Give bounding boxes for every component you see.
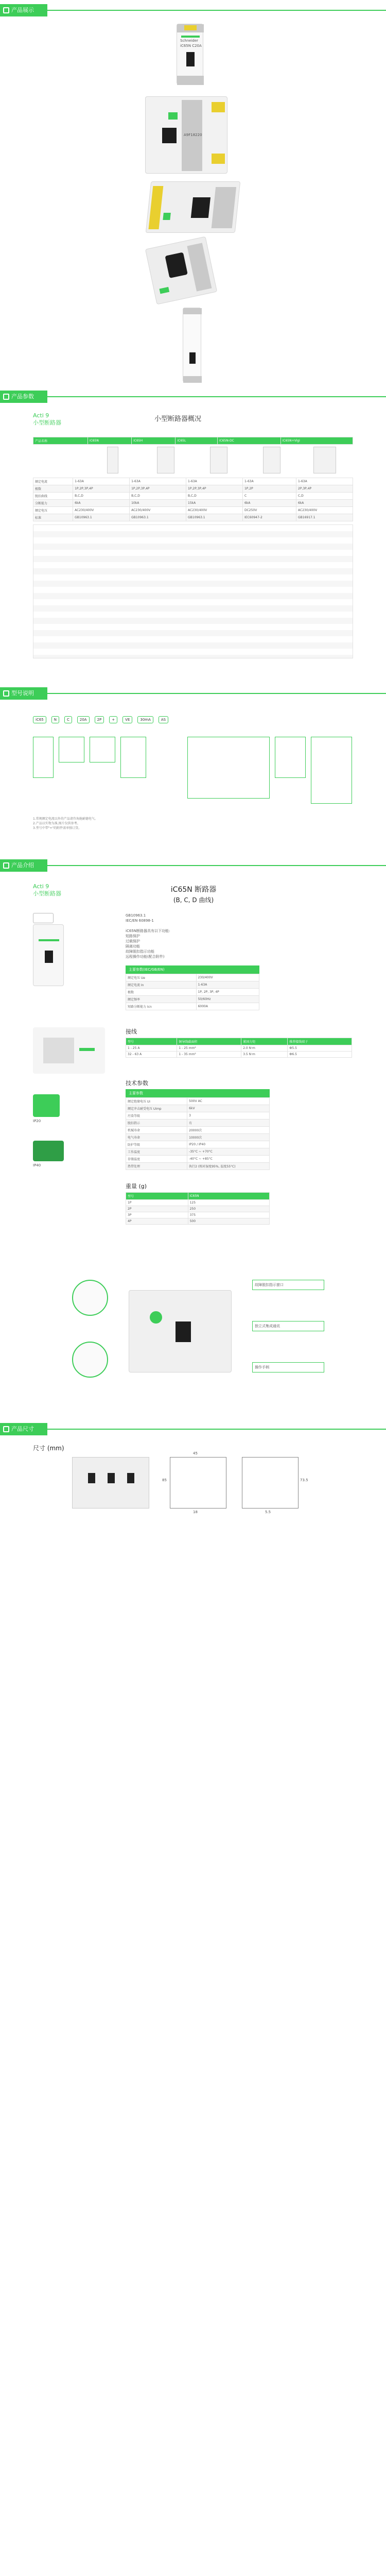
table-cell: -40°C ~ +85°C (187, 1156, 270, 1163)
table-row (126, 989, 259, 996)
note-line: 1.常规额定电流以外的产品请咨询施耐德电气。 (33, 817, 98, 821)
callout-illustration (51, 1264, 329, 1403)
code-legend-box (90, 737, 115, 762)
table-row (126, 1120, 270, 1127)
table-cell: B,C,D (186, 493, 243, 500)
table-cell: 3.5 N·m (241, 1052, 288, 1058)
tag-icon (3, 7, 9, 13)
section-header-product-display (0, 4, 386, 18)
table-cell: 1P,2P,3P,4P (130, 485, 186, 493)
series-label: 小型断路器 (33, 890, 61, 897)
code-part: 20A (77, 716, 90, 723)
product-photo-bottom (0, 238, 386, 302)
code-legend-box (187, 737, 270, 799)
table-cell: 1P, 2P, 3P, 4P (196, 989, 259, 996)
table-cell: 短路分断能力 Icn (126, 1003, 197, 1010)
table-cell: 230/400V (196, 974, 259, 981)
section-title: 产品展示 (11, 7, 34, 13)
section-divider (0, 10, 386, 11)
table-cell: 2P (126, 1206, 188, 1212)
table-cell: 2P,3P,4P (296, 485, 353, 493)
breaker-side-image (145, 96, 227, 174)
section-header-product-params (0, 391, 386, 404)
certification-icon (33, 913, 54, 923)
section-title: 产品参数 (11, 393, 34, 400)
weight-block (126, 1182, 270, 1225)
dim-label: 18 (193, 1510, 198, 1514)
table-cell: 4P (126, 1218, 188, 1225)
table-cell: 执行2 (相对湿度95%, 温度55°C) (187, 1163, 270, 1170)
table-cell: 有 (187, 1120, 270, 1127)
table-row (126, 1148, 270, 1156)
weight-table (126, 1192, 270, 1225)
main-spec-table (126, 974, 259, 1010)
table-cell: 250 (188, 1206, 269, 1212)
table-header-cell: iC65N-DC (217, 437, 280, 445)
tech-title: 技术参数 (126, 1080, 148, 1087)
table-cell: 额定频率 (126, 996, 197, 1003)
tech-block (126, 1079, 270, 1170)
table-row (126, 1098, 270, 1105)
table-cell: 额定电压 Ue (126, 974, 197, 981)
table-cell: 20000次 (187, 1127, 270, 1134)
feature-item: 远程操作功能(配合附件) (126, 955, 165, 959)
table-cell: DC250V (242, 507, 296, 514)
section-divider (0, 693, 386, 694)
table-cell: AC230/400V (130, 507, 186, 514)
dim-label: 85 (162, 1478, 167, 1482)
section-title: 型号说明 (11, 690, 34, 697)
table-header-cell: 铜导线截面积 (177, 1038, 241, 1045)
size-photo (72, 1457, 149, 1509)
table-cell: 6000A (196, 1003, 259, 1010)
code-legend-box (120, 737, 146, 778)
model-code-legend (33, 732, 352, 809)
table-cell: 标准 (33, 514, 73, 521)
section-tag (0, 4, 47, 16)
table-cell: 2.0 N·m (241, 1045, 288, 1052)
model-notes (33, 817, 98, 831)
code-part: C (64, 716, 72, 723)
spec-head: 主要参数(IEC/GB/EN) (126, 965, 259, 974)
overview-table-rows (33, 524, 353, 658)
table-cell: 1-63A (242, 478, 296, 485)
table-cell: 1 - 35 mm² (177, 1052, 241, 1058)
section-divider (0, 396, 386, 397)
code-part: N (51, 716, 59, 723)
callout-text: 故障脱扣指示窗口 (255, 1283, 284, 1287)
acti9-label: Acti 9 (33, 883, 49, 890)
wiring-title: 接线 (126, 1028, 137, 1035)
table-cell: 500V AC (187, 1098, 270, 1105)
size-drawing-side (242, 1457, 308, 1514)
table-cell: 50/60Hz (196, 996, 259, 1003)
weight-title: 重量 (g) (126, 1183, 147, 1190)
table-cell: 1P,2P,3P,4P (186, 485, 243, 493)
overview-table-wrap (33, 437, 353, 658)
size-drawing-front (162, 1451, 226, 1514)
table-header-cell: 型号 (126, 1038, 177, 1045)
table-cell: 电气寿命 (126, 1134, 187, 1141)
table-row (33, 500, 353, 507)
table-cell: 污染等级 (126, 1112, 187, 1120)
feature-item: 短路保护 (126, 934, 140, 938)
table-cell: B,C,D (73, 493, 130, 500)
table-row (126, 1112, 270, 1120)
table-cell: 375 (188, 1212, 269, 1218)
section-tag (0, 859, 47, 872)
code-part: iC65 (33, 716, 46, 723)
code-part: AS (159, 716, 168, 723)
table-header-cell: 推荐接线端子 (288, 1038, 352, 1045)
dim-label: 45 (193, 1451, 198, 1455)
standard-line: IEC/EN 60898-1 (126, 919, 154, 923)
product-photo-narrow (0, 302, 386, 387)
table-cell: 极数 (33, 485, 73, 493)
section-header-product-size (0, 1423, 386, 1436)
model-code-panel (0, 701, 386, 855)
breaker-bottom-image (145, 236, 217, 305)
table-header-row (33, 437, 353, 445)
section-divider (0, 1429, 386, 1430)
table-cell: GB16917.1 (296, 514, 353, 521)
table-cell: 500 (188, 1218, 269, 1225)
table-cell: 存储温度 (126, 1156, 187, 1163)
table-cell: Ф6.5 (288, 1052, 352, 1058)
feature-item: 过载保护 (126, 939, 140, 943)
table-header-cell: 型号 (126, 1193, 188, 1200)
table-cell: 极数 (126, 989, 197, 996)
table-cell: C,D (296, 493, 353, 500)
table-row (33, 507, 353, 514)
code-legend-box (33, 737, 54, 778)
table-cell: 热带处理 (126, 1163, 187, 1170)
code-part: 2P (95, 716, 104, 723)
tech-head: 主要参数 (126, 1089, 270, 1097)
section-divider (0, 865, 386, 866)
section-title: 产品尺寸 (11, 1426, 34, 1432)
callout-box (252, 1280, 324, 1290)
callout-zoom (72, 1342, 108, 1378)
product-thumb (313, 447, 336, 473)
table-cell: IEC60947-2 (242, 514, 296, 521)
tag-icon (3, 394, 9, 400)
table-row (126, 1105, 270, 1112)
ic65n-intro (0, 873, 386, 1419)
ip20-block (33, 1094, 60, 1124)
table-cell: 6kA (73, 500, 130, 507)
table-cell: GB10963.1 (73, 514, 130, 521)
table-header-row (126, 1038, 352, 1045)
size-title: 尺寸 (mm) (33, 1445, 64, 1452)
table-cell: 6kA (296, 500, 353, 507)
table-row (126, 981, 259, 989)
features-title: iC65N断路器具有以下功能: (126, 929, 170, 933)
ic65n-title-block (152, 884, 235, 904)
table-cell: 1P,2P,3P,4P (73, 485, 130, 493)
table-row (126, 1045, 352, 1052)
table-cell: 1 - 25 mm² (177, 1045, 241, 1052)
main-spec-table-wrap (126, 965, 259, 1010)
ic65n-image-1p (33, 924, 64, 986)
code-part: + (109, 716, 117, 723)
table-row (33, 478, 353, 485)
table-cell: B,C,D (130, 493, 186, 500)
feature-item: 隔离功能 (126, 944, 140, 948)
table-cell: Ф5.5 (288, 1045, 352, 1052)
overview-panel (0, 404, 386, 682)
table-cell: 32 - 63 A (126, 1052, 177, 1058)
table-row (126, 1134, 270, 1141)
model-code-row (33, 716, 168, 723)
table-cell: 额定电流 In (126, 981, 197, 989)
table-cell: 脱扣指示 (126, 1120, 187, 1127)
product-thumb (210, 447, 227, 473)
wiring-block (126, 1027, 352, 1058)
table-row (126, 1218, 270, 1225)
note-line: 3.型号中带"+"的附件需单独订货。 (33, 826, 82, 830)
table-cell: 10000次 (187, 1134, 270, 1141)
table-row (33, 514, 353, 521)
table-cell: 1-63A (130, 478, 186, 485)
side-code-label: A9F18220 (184, 133, 202, 137)
product-photo-front (0, 18, 386, 92)
code-legend-box (311, 737, 352, 804)
table-header-cell: 紧固力矩 (241, 1038, 288, 1045)
table-cell: 分断能力 (33, 500, 73, 507)
wiring-diagram (33, 1027, 105, 1074)
breaker-angle-image (146, 181, 241, 233)
dim-label: 5.5 (265, 1510, 271, 1514)
table-row (126, 974, 259, 981)
table-header-cell: iC65L (176, 437, 217, 445)
table-cell: 3P (126, 1212, 188, 1218)
section-header-product-intro (0, 859, 386, 873)
table-row (126, 1206, 270, 1212)
ip40-label: IP40 (33, 1163, 41, 1167)
table-cell: 防护等级 (126, 1141, 187, 1148)
code-legend-box (275, 737, 306, 778)
section-header-model-notes (0, 687, 386, 701)
table-row (126, 1052, 352, 1058)
table-cell: AC230/400V (296, 507, 353, 514)
standard-line: GB10963.1 (126, 913, 146, 918)
code-part: VE (122, 716, 132, 723)
table-cell: 6kV (187, 1105, 270, 1112)
ic65n-title: iC65N 断路器 (170, 886, 217, 894)
table-cell: 额定电流 (33, 478, 73, 485)
table-header-cell: iC65N (87, 437, 131, 445)
table-cell: 6kA (242, 500, 296, 507)
section-title: 产品介绍 (11, 862, 34, 869)
table-cell: 额定冲击耐受电压 Uimp (126, 1105, 187, 1112)
table-cell: GB10963.1 (130, 514, 186, 521)
table-header-cell: 产品名称 (33, 437, 88, 445)
table-cell: 1-63A (296, 478, 353, 485)
table-cell: 机械寿命 (126, 1127, 187, 1134)
breaker-narrow-image (183, 308, 201, 382)
callout-box (252, 1362, 324, 1372)
table-row (33, 485, 353, 493)
series-label: 小型断路器 (33, 419, 61, 426)
feature-item: 故障脱扣指示功能 (126, 950, 154, 954)
ip20-label: IP20 (33, 1119, 41, 1123)
breaker-front-image (177, 24, 203, 84)
product-thumb (107, 447, 118, 473)
table-cell: 1-63A (186, 478, 243, 485)
tag-icon (3, 1426, 9, 1432)
table-cell: 3 (187, 1112, 270, 1120)
table-row (33, 493, 353, 500)
table-header-cell: iC65H (132, 437, 176, 445)
note-line: 2.产品以实物为准,图片仅供参考。 (33, 822, 80, 825)
product-photo-angle (0, 177, 386, 238)
table-cell: AC230/400V (73, 507, 130, 514)
section-tag (0, 391, 47, 403)
tag-icon (3, 862, 9, 869)
table-cell: 工作温度 (126, 1148, 187, 1156)
table-header-row (126, 1193, 270, 1200)
table-cell: 125 (188, 1200, 269, 1206)
callout-text: 操作手柄 (255, 1365, 269, 1369)
table-header-cell: iC65N (188, 1193, 269, 1200)
table-cell: 1-63A (73, 478, 130, 485)
table-cell: 1 - 25 A (126, 1045, 177, 1052)
table-row (126, 1212, 270, 1218)
code-legend-box (59, 737, 84, 762)
table-cell: IP20 / IP40 (187, 1141, 270, 1148)
product-image-row (33, 447, 353, 478)
table-row (126, 1200, 270, 1206)
tag-icon (3, 690, 9, 697)
table-cell: AC230/400V (186, 507, 243, 514)
product-thumb (157, 447, 174, 473)
product-thumb (263, 447, 280, 473)
table-header-cell: iC65N+Vigi (280, 437, 353, 445)
ic65n-subtitle: (B, C, D 曲线) (173, 896, 214, 904)
ip40-image (33, 1141, 64, 1161)
overview-title: 小型断路器概况 (154, 415, 202, 423)
table-cell: 额定绝缘电压 Ui (126, 1098, 187, 1105)
table-cell: C (242, 493, 296, 500)
table-cell: 1P,2P (242, 485, 296, 493)
wiring-table (126, 1038, 352, 1058)
table-cell: 脱扣曲线 (33, 493, 73, 500)
table-cell: 10kA (130, 500, 186, 507)
dim-label: 73.5 (300, 1478, 308, 1482)
table-cell: 额定电压 (33, 507, 73, 514)
table-cell: 15kA (186, 500, 243, 507)
table-cell: 1-63A (196, 981, 259, 989)
table-row (126, 1141, 270, 1148)
table-cell: GB10963.1 (186, 514, 243, 521)
overview-table (33, 437, 353, 445)
overview-body (33, 478, 353, 521)
section-tag (0, 1423, 47, 1435)
size-panel (0, 1436, 386, 1514)
features-block (126, 928, 170, 959)
table-cell: -35°C ~ +70°C (187, 1148, 270, 1156)
breaker-detail-image (129, 1290, 232, 1372)
callout-text: 独立式集成通讯 (255, 1324, 280, 1328)
table-row (126, 1163, 270, 1170)
table-row (126, 996, 259, 1003)
ip20-image (33, 1094, 60, 1117)
callout-zoom (72, 1280, 108, 1316)
overview-filler (33, 524, 353, 658)
product-photo-side (0, 92, 386, 177)
table-row (126, 1156, 270, 1163)
brand-logo-text: Schneider (180, 39, 199, 43)
ip40-block (33, 1141, 64, 1168)
callout-box (252, 1321, 324, 1331)
table-row (126, 1127, 270, 1134)
acti9-label: Acti 9 (33, 412, 49, 419)
tech-table (126, 1097, 270, 1170)
table-cell: 1P (126, 1200, 188, 1206)
model-label: iC65N C20A (180, 44, 202, 48)
code-part: 30mA (137, 716, 153, 723)
standards-block (126, 913, 154, 923)
section-tag (0, 687, 47, 700)
table-row (126, 1003, 259, 1010)
